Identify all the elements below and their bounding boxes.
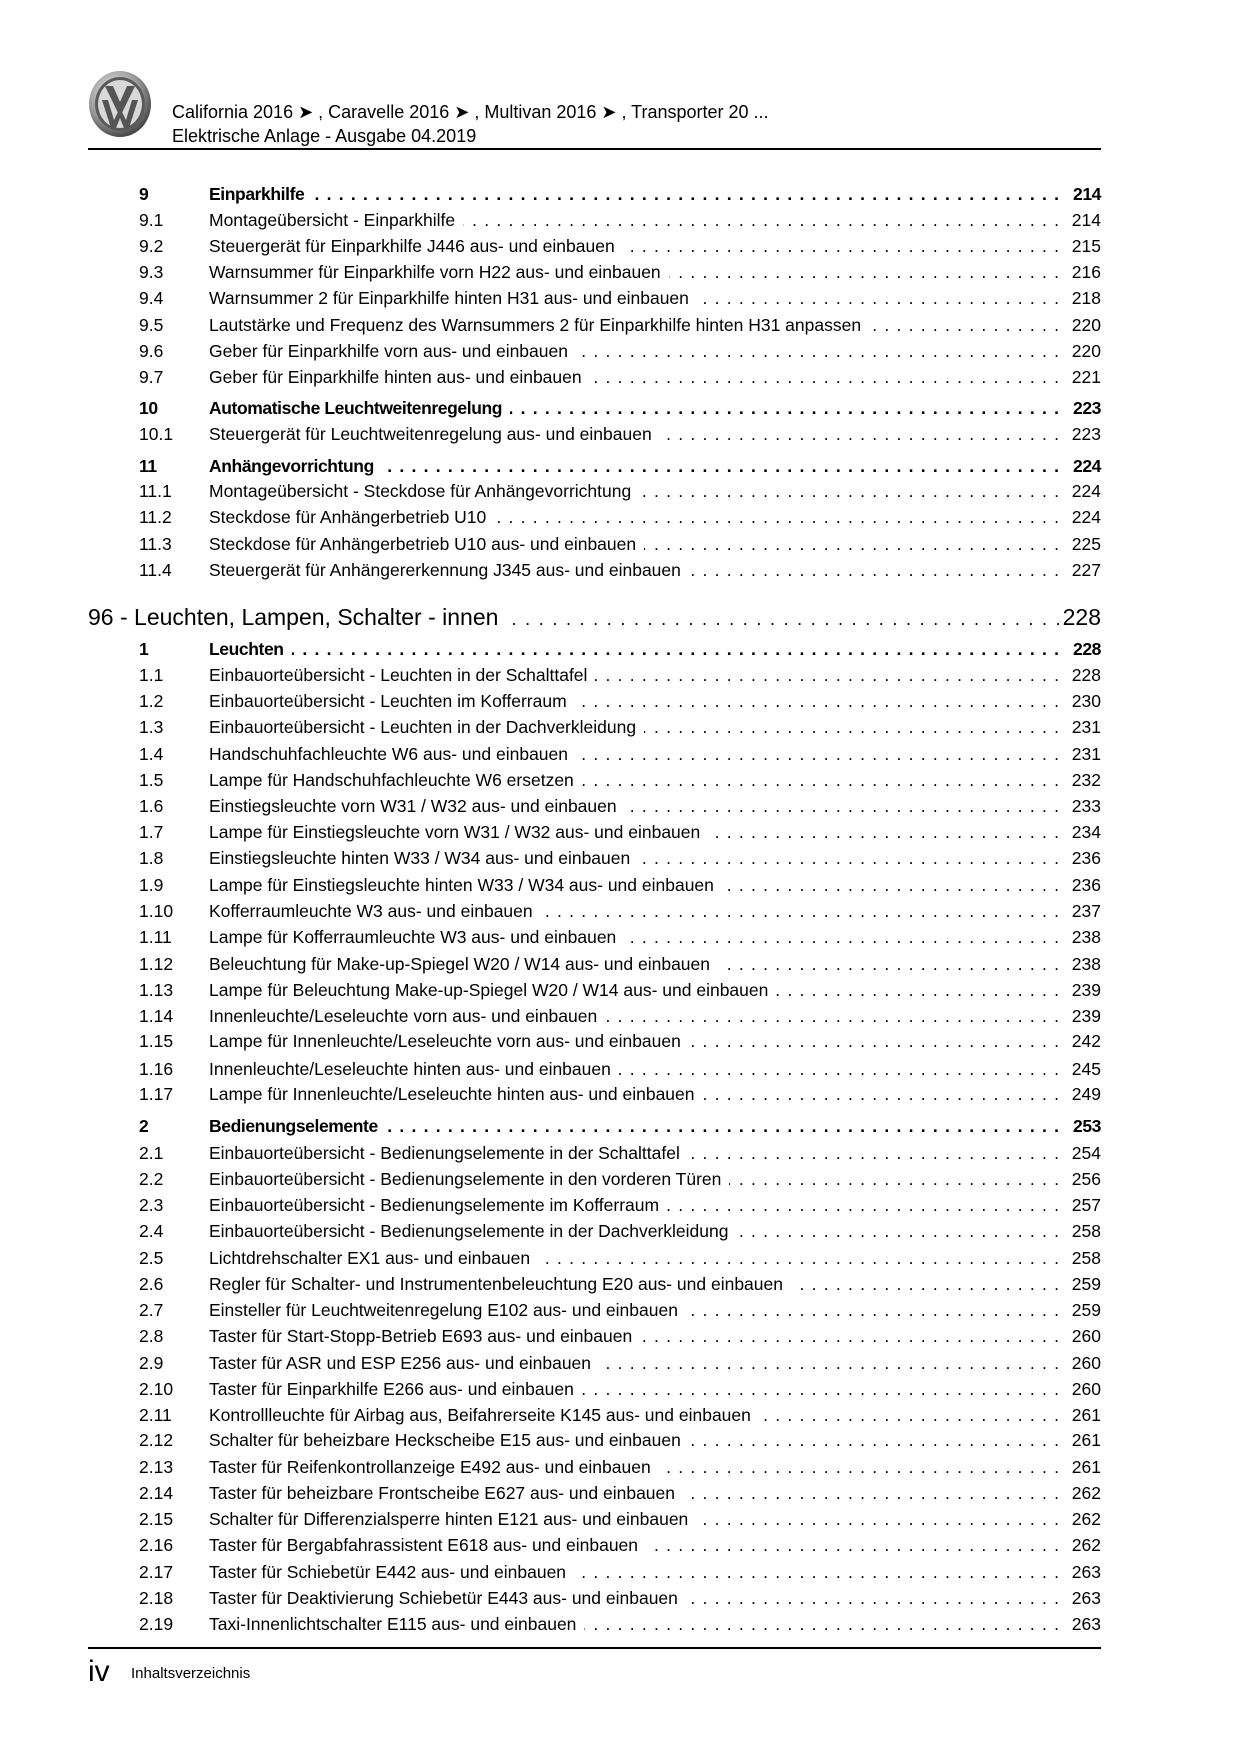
toc-entry-page: 237 — [1071, 901, 1101, 921]
toc-entry-title: Warnsummer 2 für Einparkhilfe hinten H31 aus- und einbauen — [209, 288, 689, 308]
toc-entry-title: Geber für Einparkhilfe vorn aus- und einbauen — [209, 341, 568, 361]
toc-entry[interactable] — [139, 1029, 1101, 1053]
toc-leader-dots — [696, 1507, 1059, 1531]
toc-entry-title: Taster für ASR und ESP E256 aus- und einbauen — [209, 1353, 592, 1373]
toc-entry-page: 254 — [1071, 1143, 1101, 1163]
toc-entry-number: 1.2 — [139, 691, 164, 711]
toc-leader-dots — [686, 1586, 1059, 1610]
toc-entry[interactable] — [139, 846, 1101, 870]
toc-entry-page: 260 — [1071, 1326, 1101, 1346]
toc-entry-page: 214 — [1071, 210, 1101, 230]
toc-entry-title: Lampe für Innenleuchte/Leseleuchte hinten aus- und einbauen — [209, 1084, 695, 1104]
toc-entry-page: 220 — [1071, 341, 1101, 361]
toc-entry-number: 2.5 — [139, 1248, 164, 1268]
toc-entry-page: 263 — [1071, 1588, 1101, 1608]
toc-entry[interactable] — [139, 1324, 1101, 1348]
toc-entry-page: 261 — [1071, 1405, 1101, 1425]
toc-entry-page: 260 — [1071, 1353, 1101, 1373]
toc-leader-dots — [619, 1057, 1059, 1081]
toc-entry-page: 224 — [1071, 507, 1101, 527]
toc-entry[interactable] — [139, 794, 1101, 818]
toc-entry-title: Beleuchtung für Make-up-Spiegel W20 / W14 aus- und einbauen — [209, 954, 710, 974]
toc-entry-title: Regler für Schalter- und Instrumentenbeleuchtung E20 aus- und einbauen — [209, 1274, 783, 1294]
toc-entry-page: 256 — [1071, 1169, 1101, 1189]
toc-entry[interactable] — [139, 820, 1101, 844]
toc-entry-number: 1.9 — [139, 875, 164, 895]
toc-entry-title: Taster für Start-Stopp-Betrieb E693 aus- und einbauen — [209, 1326, 633, 1346]
toc-entry-number: 2.3 — [139, 1195, 164, 1215]
toc-entry-page: 239 — [1071, 1006, 1101, 1026]
toc-entry-page: 238 — [1071, 954, 1101, 974]
toc-entry[interactable] — [139, 925, 1101, 949]
toc-entry[interactable] — [139, 663, 1101, 687]
toc-entry-title: Taxi-Innenlichtschalter E115 aus- und einbauen — [209, 1614, 577, 1634]
toc-leader-dots — [576, 339, 1059, 363]
toc-entry-page: 236 — [1071, 848, 1101, 868]
toc-leader-dots — [791, 1272, 1059, 1296]
toc-leader-dots — [582, 768, 1059, 792]
toc-entry-number: 2 — [139, 1116, 149, 1136]
footer-page-number: iv — [88, 1655, 110, 1688]
toc-entry-title: Einbauorteübersicht - Bedienungselemente in der Schalttafel — [209, 1143, 680, 1163]
toc-entry-number: 2.7 — [139, 1300, 164, 1320]
toc-entry[interactable] — [139, 1403, 1101, 1427]
toc-entry-title: Innenleuchte/Leseleuchte hinten aus- und einbauen — [209, 1059, 611, 1079]
toc-entry[interactable] — [139, 1057, 1101, 1081]
toc-entry[interactable] — [139, 558, 1101, 582]
toc-entry-title: Lampe für Innenleuchte/Leseleuchte vorn aus- und einbauen — [209, 1031, 681, 1051]
toc-leader-dots — [538, 1246, 1059, 1270]
toc-entry-title: Lichtdrehschalter EX1 aus- und einbauen — [209, 1248, 531, 1268]
toc-entry-number: 9.1 — [139, 210, 164, 230]
toc-leader-dots — [595, 663, 1059, 687]
toc-entry-title: Lampe für Einstiegsleuchte hinten W33 / W34 aus- und einbauen — [209, 875, 714, 895]
toc-entry-number: 1.12 — [139, 954, 174, 974]
toc-section-entry[interactable] — [139, 396, 1101, 420]
header-divider — [88, 148, 1101, 150]
toc-entry-page: 259 — [1071, 1274, 1101, 1294]
toc-entry-page: 223 — [1071, 424, 1101, 444]
toc-leader-dots — [292, 637, 1059, 661]
toc-entry[interactable] — [139, 1298, 1101, 1322]
toc-entry-title: Einbauorteübersicht - Bedienungselemente in der Dachverkleidung — [209, 1221, 729, 1241]
toc-entry-title: Schalter für beheizbare Heckscheibe E15 aus- und einbauen — [209, 1430, 681, 1450]
toc-leader-dots — [382, 454, 1059, 478]
toc-entry-title: Steuergerät für Anhängererkennung J345 aus- und einbauen — [209, 560, 681, 580]
toc-entry[interactable] — [139, 313, 1101, 337]
toc-entry[interactable] — [139, 1612, 1101, 1636]
toc-entry-page: 257 — [1071, 1195, 1101, 1215]
toc-leader-dots — [689, 558, 1059, 582]
toc-entry-number: 1.14 — [139, 1006, 174, 1026]
toc-entry-number: 9.3 — [139, 262, 164, 282]
toc-entry-title: Einstiegsleuchte vorn W31 / W32 aus- und einbauen — [209, 796, 617, 816]
toc-chapter-page: 228 — [1062, 604, 1101, 630]
toc-entry[interactable] — [139, 1167, 1101, 1191]
vw-logo-icon — [88, 70, 152, 138]
toc-entry[interactable] — [139, 1481, 1101, 1505]
toc-entry-number: 10.1 — [139, 424, 174, 444]
toc-entry-title: Montageübersicht - Steckdose für Anhängevorrichtung — [209, 481, 632, 501]
toc-entry-title: Kofferraumleuchte W3 aus- und einbauen — [209, 901, 533, 921]
toc-entry-title: Taster für beheizbare Frontscheibe E627 aus- und einbauen — [209, 1483, 675, 1503]
toc-leader-dots — [584, 1612, 1059, 1636]
toc-entry[interactable] — [139, 532, 1101, 556]
toc-entry-number: 11.3 — [139, 534, 172, 554]
toc-section-entry[interactable] — [139, 182, 1101, 206]
toc-entry[interactable] — [139, 899, 1101, 923]
toc-leader-dots — [625, 794, 1059, 818]
toc-leader-dots — [660, 422, 1059, 446]
toc-entry[interactable] — [139, 952, 1101, 976]
toc-entry-number: 9.6 — [139, 341, 164, 361]
toc-entry[interactable] — [139, 1246, 1101, 1270]
toc-leader-dots — [718, 952, 1059, 976]
toc-leader-dots — [729, 1167, 1059, 1191]
toc-entry-page: 230 — [1071, 691, 1101, 711]
toc-entry-number: 2.15 — [139, 1509, 174, 1529]
toc-entry[interactable] — [139, 365, 1101, 389]
toc-leader-dots — [510, 396, 1059, 420]
toc-entry[interactable] — [139, 1560, 1101, 1584]
toc-entry[interactable] — [139, 1377, 1101, 1401]
toc-entry-page: 233 — [1071, 796, 1101, 816]
toc-entry-title: Lampe für Handschuhfachleuchte W6 ersetzen — [209, 770, 574, 790]
toc-leader-dots — [494, 505, 1059, 529]
toc-entry-page: 261 — [1071, 1457, 1101, 1477]
toc-entry-page: 249 — [1071, 1084, 1101, 1104]
toc-entry-page: 245 — [1071, 1059, 1101, 1079]
toc-entry-title: Taster für Reifenkontrollanzeige E492 aus- und einbauen — [209, 1457, 651, 1477]
toc-leader-dots — [624, 925, 1059, 949]
toc-entry-number: 2.8 — [139, 1326, 164, 1346]
toc-entry-page: 228 — [1071, 665, 1101, 685]
toc-entry-title: Handschuhfachleuchte W6 aus- und einbauen — [209, 744, 568, 764]
toc-entry-title: Bedienungselemente — [209, 1116, 378, 1136]
toc-entry-page: 253 — [1073, 1116, 1101, 1136]
toc-entry-number: 1.6 — [139, 796, 164, 816]
toc-entry-title: Taster für Schiebetür E442 aus- und einbauen — [209, 1562, 567, 1582]
toc-entry-title: Lampe für Kofferraumleuchte W3 aus- und einbauen — [209, 927, 617, 947]
toc-entry[interactable] — [139, 715, 1101, 739]
toc-entry-page: 260 — [1071, 1379, 1101, 1399]
toc-leader-dots — [639, 479, 1059, 503]
toc-entry[interactable] — [139, 1507, 1101, 1531]
toc-entry-page: 261 — [1071, 1430, 1101, 1450]
toc-leader-dots — [510, 602, 1060, 634]
toc-entry-title: Innenleuchte/Leseleuchte vorn aus- und einbauen — [209, 1006, 598, 1026]
toc-entry-title: Steuergerät für Leuchtweitenregelung aus- und einbauen — [209, 424, 652, 444]
toc-leader-dots — [463, 208, 1059, 232]
toc-entry-number: 9.2 — [139, 236, 164, 256]
toc-leader-dots — [683, 1481, 1059, 1505]
toc-entry-page: 262 — [1071, 1483, 1101, 1503]
toc-entry-number: 1.10 — [139, 901, 174, 921]
toc-leader-dots — [574, 1560, 1059, 1584]
toc-entry[interactable] — [139, 286, 1101, 310]
toc-entry-title: Einbauorteübersicht - Leuchten in der Dachverkleidung — [209, 717, 637, 737]
toc-entry-page: 216 — [1071, 262, 1101, 282]
toc-leader-dots — [688, 1141, 1059, 1165]
toc-entry-title: Leuchten — [209, 639, 284, 659]
toc-entry-number: 1.5 — [139, 770, 164, 790]
toc-entry-title: Einparkhilfe — [209, 184, 305, 204]
toc-entry[interactable] — [139, 260, 1101, 284]
toc-entry-page: 224 — [1073, 456, 1101, 476]
toc-chapter-title: 96 - Leuchten, Lampen, Schalter - innen — [88, 604, 499, 630]
toc-leader-dots — [667, 1193, 1059, 1217]
toc-entry-number: 2.13 — [139, 1457, 174, 1477]
toc-entry-title: Kontrollleuchte für Airbag aus, Beifahrerseite K145 aus- und einbauen — [209, 1405, 751, 1425]
toc-entry-page: 239 — [1071, 980, 1101, 1000]
toc-entry-number: 9.7 — [139, 367, 164, 387]
toc-chapter-entry[interactable] — [88, 602, 1101, 632]
toc-leader-dots — [638, 846, 1059, 870]
toc-entry-page: 236 — [1071, 875, 1101, 895]
toc-entry-number: 2.16 — [139, 1535, 174, 1555]
toc-entry-page: 232 — [1071, 770, 1101, 790]
toc-entry-number: 2.17 — [139, 1562, 174, 1582]
toc-entry[interactable] — [139, 1004, 1101, 1028]
toc-entry-number: 2.9 — [139, 1353, 164, 1373]
toc-entry-number: 1.17 — [139, 1084, 174, 1104]
toc-entry-page: 228 — [1073, 639, 1101, 659]
toc-leader-dots — [599, 1351, 1059, 1375]
toc-section-entry[interactable] — [139, 637, 1101, 661]
toc-entry-number: 9 — [139, 184, 149, 204]
toc-section-entry[interactable] — [139, 1114, 1101, 1138]
toc-leader-dots — [582, 1377, 1059, 1401]
toc-leader-dots — [686, 1298, 1059, 1322]
footer-label: Inhaltsverzeichnis — [131, 1665, 251, 1682]
toc-leader-dots — [644, 532, 1059, 556]
toc-entry-page: 223 — [1073, 398, 1101, 418]
toc-leader-dots — [869, 313, 1059, 337]
toc-entry-page: 263 — [1071, 1614, 1101, 1634]
toc-entry-number: 1.8 — [139, 848, 164, 868]
toc-entry-title: Steckdose für Anhängerbetrieb U10 aus- und einbauen — [209, 534, 637, 554]
toc-leader-dots — [703, 1082, 1059, 1106]
toc-entry-title: Taster für Bergabfahrassistent E618 aus- und einbauen — [209, 1535, 639, 1555]
toc-entry-title: Einstiegsleuchte hinten W33 / W34 aus- und einbauen — [209, 848, 631, 868]
toc-leader-dots — [689, 1029, 1059, 1053]
toc-leader-dots — [541, 899, 1059, 923]
toc-entry-number: 1.13 — [139, 980, 174, 1000]
toc-entry-title: Einbauorteübersicht - Leuchten im Kofferraum — [209, 691, 567, 711]
toc-entry-title: Einbauorteübersicht - Bedienungselemente in den vorderen Türen — [209, 1169, 722, 1189]
toc-entry-title: Einbauorteübersicht - Leuchten in der Schalttafel — [209, 665, 588, 685]
toc-leader-dots — [776, 978, 1059, 1002]
toc-entry[interactable] — [139, 1082, 1101, 1106]
toc-leader-dots — [644, 715, 1059, 739]
toc-entry[interactable] — [139, 873, 1101, 897]
toc-entry-title: Warnsummer für Einparkhilfe vorn H22 aus- und einbauen — [209, 262, 661, 282]
toc-entry-number: 2.10 — [139, 1379, 174, 1399]
toc-entry[interactable] — [139, 422, 1101, 446]
toc-entry[interactable] — [139, 689, 1101, 713]
toc-entry-number: 11 — [139, 456, 157, 476]
toc-entry-title: Lampe für Beleuchtung Make-up-Spiegel W20 / W14 aus- und einbauen — [209, 980, 769, 1000]
toc-entry[interactable] — [139, 978, 1101, 1002]
toc-entry-title: Anhängevorrichtung — [209, 456, 374, 476]
toc-entry[interactable] — [139, 742, 1101, 766]
toc-entry[interactable] — [139, 1272, 1101, 1296]
toc-leader-dots — [697, 286, 1059, 310]
toc-entry[interactable] — [139, 1586, 1101, 1610]
toc-entry-number: 11.2 — [139, 507, 172, 527]
toc-entry[interactable] — [139, 1141, 1101, 1165]
toc-entry-number: 1.16 — [139, 1059, 174, 1079]
toc-entry-title: Schalter für Differenzialsperre hinten E121 aus- und einbauen — [209, 1509, 689, 1529]
toc-entry-page: 220 — [1071, 315, 1101, 335]
toc-leader-dots — [386, 1114, 1059, 1138]
toc-leader-dots — [605, 1004, 1059, 1028]
toc-entry-number: 11.1 — [139, 481, 172, 501]
toc-leader-dots — [590, 365, 1059, 389]
toc-entry-page: 225 — [1071, 534, 1101, 554]
footer-divider — [88, 1647, 1101, 1649]
toc-entry-title: Montageübersicht - Einparkhilfe — [209, 210, 456, 230]
toc-leader-dots — [640, 1324, 1059, 1348]
toc-entry-title: Automatische Leuchtweitenregelung — [209, 398, 503, 418]
toc-entry[interactable] — [139, 1533, 1101, 1557]
toc-entry-number: 1.11 — [139, 927, 172, 947]
toc-entry-page: 263 — [1071, 1562, 1101, 1582]
toc-entry-title: Steuergerät für Einparkhilfe J446 aus- und einbauen — [209, 236, 615, 256]
toc-leader-dots — [312, 182, 1059, 206]
toc-entry-number: 9.4 — [139, 288, 164, 308]
toc-entry-number: 2.2 — [139, 1169, 164, 1189]
toc-entry-number: 2.18 — [139, 1588, 174, 1608]
toc-entry-title: Einbauorteübersicht - Bedienungselemente im Kofferraum — [209, 1195, 660, 1215]
toc-entry[interactable] — [139, 1428, 1101, 1452]
toc-leader-dots — [669, 260, 1059, 284]
toc-section-entry[interactable] — [139, 454, 1101, 478]
toc-entry-title: Geber für Einparkhilfe hinten aus- und einbauen — [209, 367, 582, 387]
toc-entry-page: 262 — [1071, 1509, 1101, 1529]
toc-entry-title: Lampe für Einstiegsleuchte vorn W31 / W32 aus- und einbauen — [209, 822, 701, 842]
header-subtitle: Elektrische Anlage - Ausgabe 04.2019 — [172, 126, 477, 146]
toc-entry-number: 2.14 — [139, 1483, 174, 1503]
toc-entry-number: 1.4 — [139, 744, 164, 764]
toc-entry-page: 234 — [1071, 822, 1101, 842]
toc-entry[interactable] — [139, 505, 1101, 529]
toc-entry-page: 231 — [1071, 744, 1101, 764]
toc-entry-page: 214 — [1073, 184, 1101, 204]
toc-entry-title: Steckdose für Anhängerbetrieb U10 — [209, 507, 487, 527]
toc-leader-dots — [689, 1428, 1059, 1452]
toc-entry[interactable] — [139, 768, 1101, 792]
toc-entry-page: 258 — [1071, 1248, 1101, 1268]
toc-entry-number: 2.11 — [139, 1405, 172, 1425]
toc-leader-dots — [576, 742, 1059, 766]
toc-entry-number: 2.1 — [139, 1143, 164, 1163]
toc-entry-number: 2.6 — [139, 1274, 164, 1294]
toc-entry[interactable] — [139, 1455, 1101, 1479]
toc-entry-number: 11.4 — [139, 560, 172, 580]
toc-entry-number: 2.4 — [139, 1221, 164, 1241]
toc-entry-page: 242 — [1071, 1031, 1101, 1051]
toc-entry-page: 215 — [1071, 236, 1101, 256]
toc-entry-number: 1.15 — [139, 1031, 174, 1051]
toc-entry[interactable] — [139, 1351, 1101, 1375]
toc-entry-title: Taster für Einparkhilfe E266 aus- und einbauen — [209, 1379, 574, 1399]
toc-entry-page: 259 — [1071, 1300, 1101, 1320]
toc-entry-number: 10 — [139, 398, 158, 418]
toc-entry-title: Einsteller für Leuchtweitenregelung E102 aus- und einbauen — [209, 1300, 678, 1320]
toc-leader-dots — [646, 1533, 1059, 1557]
toc-entry[interactable] — [139, 208, 1101, 232]
toc-entry-page: 262 — [1071, 1535, 1101, 1555]
toc-leader-dots — [708, 820, 1059, 844]
toc-leader-dots — [623, 234, 1059, 258]
toc-leader-dots — [722, 873, 1059, 897]
toc-entry[interactable] — [139, 339, 1101, 363]
toc-entry-number: 2.19 — [139, 1614, 174, 1634]
toc-entry[interactable] — [139, 479, 1101, 503]
toc-entry-number: 9.5 — [139, 315, 164, 335]
header-title: California 2016 ➤ , Caravelle 2016 ➤ , Multivan 2016 ➤ , Transporter 20 ... — [172, 102, 769, 122]
toc-entry-page: 238 — [1071, 927, 1101, 947]
toc-entry-page: 221 — [1071, 367, 1101, 387]
toc-entry[interactable] — [139, 1193, 1101, 1217]
toc-entry[interactable] — [139, 1219, 1101, 1243]
toc-entry-number: 1.3 — [139, 717, 164, 737]
toc-leader-dots — [575, 689, 1059, 713]
toc-entry-number: 1.7 — [139, 822, 164, 842]
toc-entry-title: Taster für Deaktivierung Schiebetür E443 aus- und einbauen — [209, 1588, 678, 1608]
toc-entry-page: 258 — [1071, 1221, 1101, 1241]
toc-leader-dots — [659, 1455, 1059, 1479]
toc-entry-page: 231 — [1071, 717, 1101, 737]
toc-entry-number: 1.1 — [139, 665, 164, 685]
toc-entry-page: 227 — [1071, 560, 1101, 580]
toc-entry-title: Lautstärke und Frequenz des Warnsummers 2 für Einparkhilfe hinten H31 anpassen — [209, 315, 862, 335]
toc-entry[interactable] — [139, 234, 1101, 258]
toc-entry-page: 218 — [1071, 288, 1101, 308]
toc-entry-number: 1 — [139, 639, 149, 659]
toc-leader-dots — [737, 1219, 1060, 1243]
toc-entry-page: 224 — [1071, 481, 1101, 501]
toc-entry-number: 2.12 — [139, 1430, 174, 1450]
toc-leader-dots — [759, 1403, 1059, 1427]
